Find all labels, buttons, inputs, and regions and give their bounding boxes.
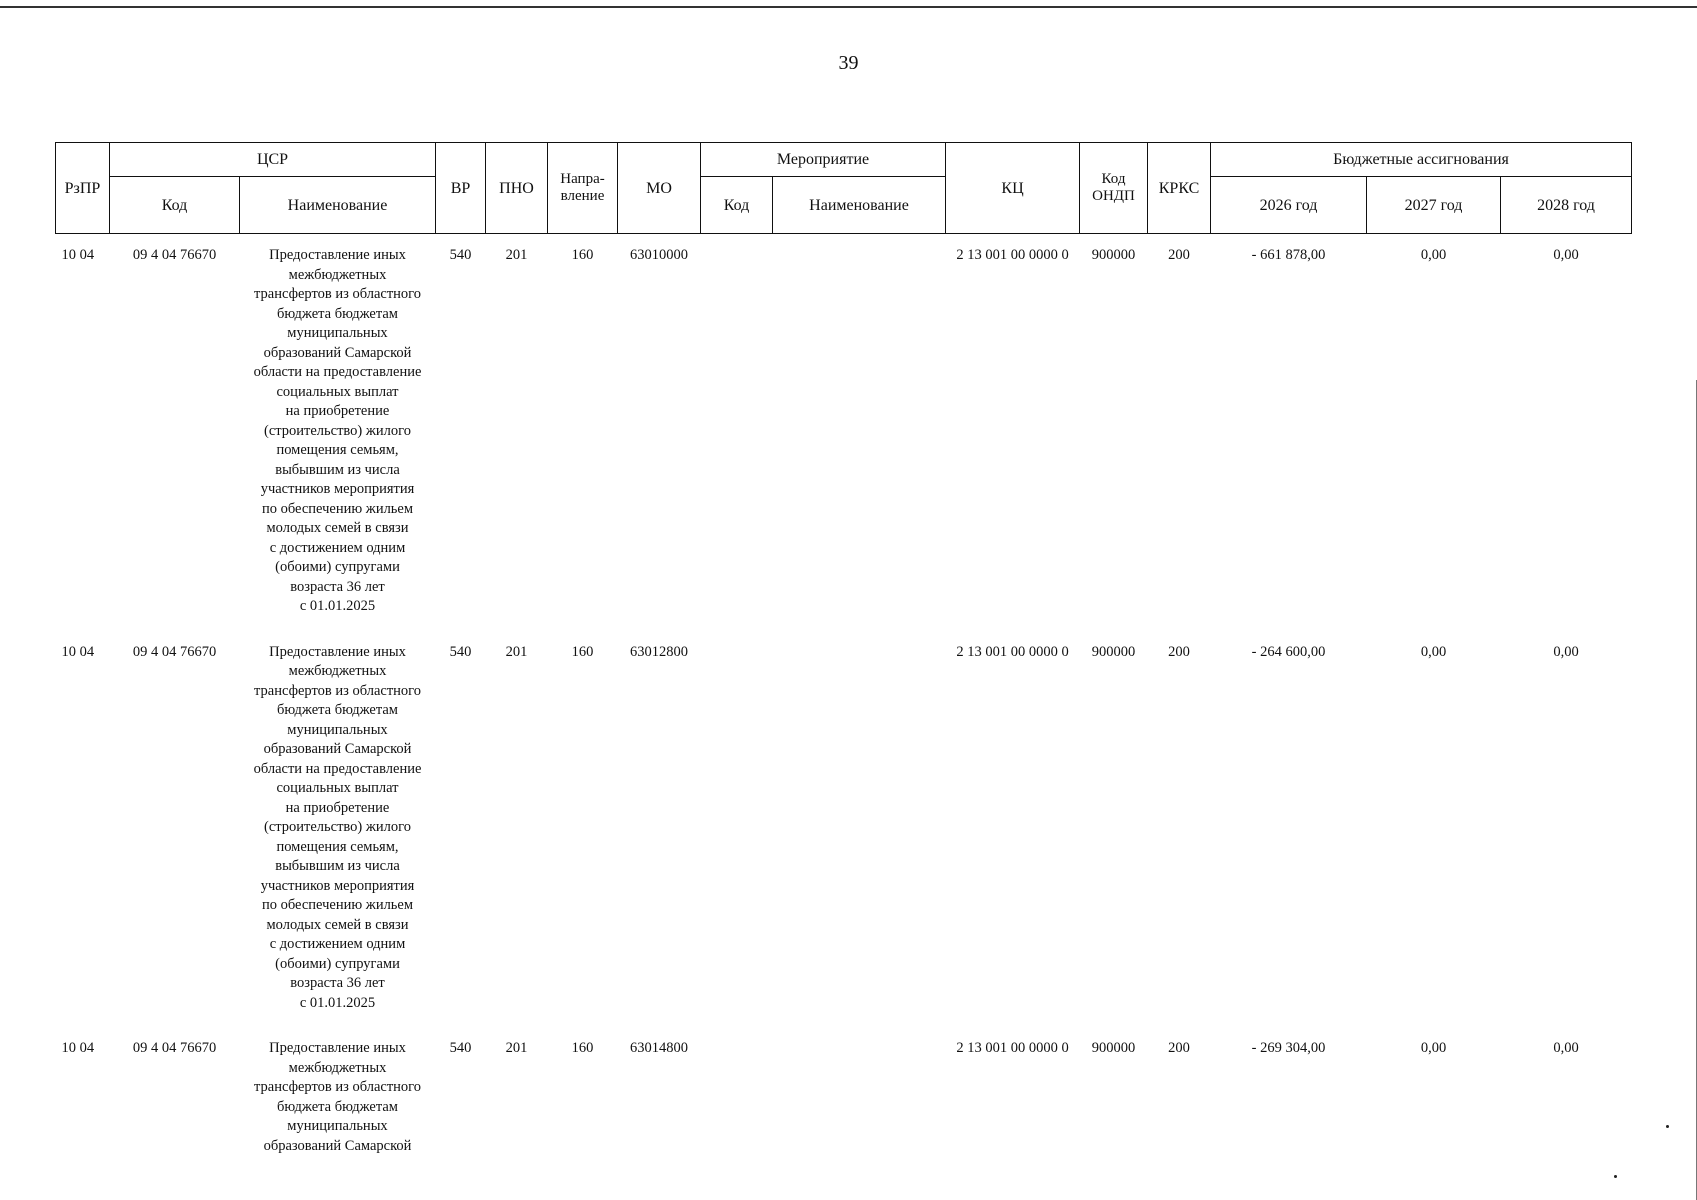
cell-2026: - 264 600,00 [1251, 643, 1326, 660]
cell-event-name [773, 1027, 946, 1156]
header-csr-code: Код [110, 177, 240, 234]
cell-2028: 0,00 [1553, 643, 1579, 660]
cell-kc: 2 13 001 00 0000 0 [956, 1040, 1069, 1056]
header-event-code: Код [701, 177, 773, 234]
cell-2027: 0,00 [1420, 643, 1447, 660]
cell-ondp: 900000 [1091, 1040, 1136, 1056]
header-appropriations: Бюджетные ассигнования [1211, 143, 1632, 177]
cell-event-code [701, 631, 773, 1028]
table-row [56, 631, 1632, 1028]
cell-2026: - 661 878,00 [1251, 247, 1326, 263]
header-ondp: Код ОНДП [1080, 143, 1148, 234]
cell-event-code [701, 1027, 773, 1156]
cell-mo: 63010000 [630, 247, 688, 263]
cell-vr: 540 [449, 1040, 472, 1056]
cell-csr-name: Предоставление иных межбюджетных трансфертов из областного бюджета бюджетам муниципальных образований Самарской области на предоставление социальных выплат на приобретение (строительство) жилого помещения семьям, выбывшим из числа участников мероприятия по обеспечению жильем молодых семей в связи с достижением одним (обоими) супругами возраста 36 лет с 01.01.2025 [253, 247, 422, 614]
cell-csr-name: Предоставление иных межбюджетных трансфертов из областного бюджета бюджетам муниципальных образований Самарской [254, 1040, 421, 1154]
table-header [56, 143, 1632, 234]
header-pno: ПНО [486, 143, 548, 234]
cell-krks: 200 [1168, 1040, 1190, 1056]
cell-2027: 0,00 [1420, 247, 1447, 263]
header-year-2027: 2027 год [1367, 177, 1501, 234]
cell-event-code [701, 234, 773, 631]
cell-2028: 0,00 [1553, 1040, 1579, 1056]
cell-direction: 160 [571, 643, 594, 660]
page-number: 39 [838, 52, 859, 74]
cell-2028: 0,00 [1553, 247, 1579, 263]
cell-kc: 2 13 001 00 0000 0 [956, 643, 1069, 660]
header-kc: КЦ [946, 143, 1080, 234]
header-year-2028: 2028 год [1501, 177, 1632, 234]
cell-vr: 540 [449, 643, 472, 660]
cell-mo: 63014800 [630, 1040, 688, 1056]
cell-event-name [773, 631, 946, 1028]
cell-direction: 160 [571, 1040, 594, 1056]
cell-event-name [773, 234, 946, 631]
cell-pno: 201 [505, 1040, 528, 1056]
header-csr: ЦСР [110, 143, 436, 177]
scan-speck [1614, 1175, 1617, 1178]
table-row [56, 234, 1632, 631]
cell-mo: 63012800 [630, 643, 688, 660]
cell-csr-name: Предоставление иных межбюджетных трансфертов из областного бюджета бюджетам муниципальных образований Самарской области на предоставление социальных выплат на приобретение (строительство) жилого помещения семьям, выбывшим из числа участников мероприятия по обеспечению жильем молодых семей в связи с достижением одним (обоими) супругами возраста 36 лет с 01.01.2025 [253, 643, 422, 1011]
cell-rzpr: 10 04 [61, 1040, 95, 1056]
cell-pno: 201 [505, 247, 528, 263]
table-row [56, 1027, 1632, 1156]
cell-kc: 2 13 001 00 0000 0 [956, 247, 1069, 263]
cell-rzpr: 10 04 [61, 643, 95, 660]
header-vr: ВР [436, 143, 486, 234]
cell-ondp: 900000 [1091, 643, 1136, 660]
cell-2026: - 269 304,00 [1251, 1040, 1326, 1056]
table-body [56, 234, 1632, 1157]
cell-csr-code: 09 4 04 76670 [132, 247, 217, 263]
cell-csr-code: 09 4 04 76670 [132, 643, 217, 660]
cell-2027: 0,00 [1420, 1040, 1447, 1056]
header-csr-name: Наименование [240, 177, 436, 234]
header-rzpr: РзПР [56, 143, 110, 234]
cell-ondp: 900000 [1091, 247, 1136, 263]
cell-rzpr: 10 04 [61, 247, 95, 263]
cell-vr: 540 [449, 247, 472, 263]
header-year-2026: 2026 год [1211, 177, 1367, 234]
cell-csr-code: 09 4 04 76670 [132, 1040, 217, 1056]
cell-direction: 160 [571, 247, 594, 263]
top-rule [0, 6, 1697, 8]
header-krks: КРКС [1148, 143, 1211, 234]
header-mo: МО [618, 143, 701, 234]
header-event: Мероприятие [701, 143, 946, 177]
cell-krks: 200 [1168, 247, 1190, 263]
header-event-name: Наименование [773, 177, 946, 234]
cell-krks: 200 [1168, 643, 1190, 660]
budget-table [55, 142, 1632, 1156]
cell-pno: 201 [505, 643, 528, 660]
header-direction: Напра- вление [548, 143, 618, 234]
scan-speck [1666, 1125, 1669, 1128]
